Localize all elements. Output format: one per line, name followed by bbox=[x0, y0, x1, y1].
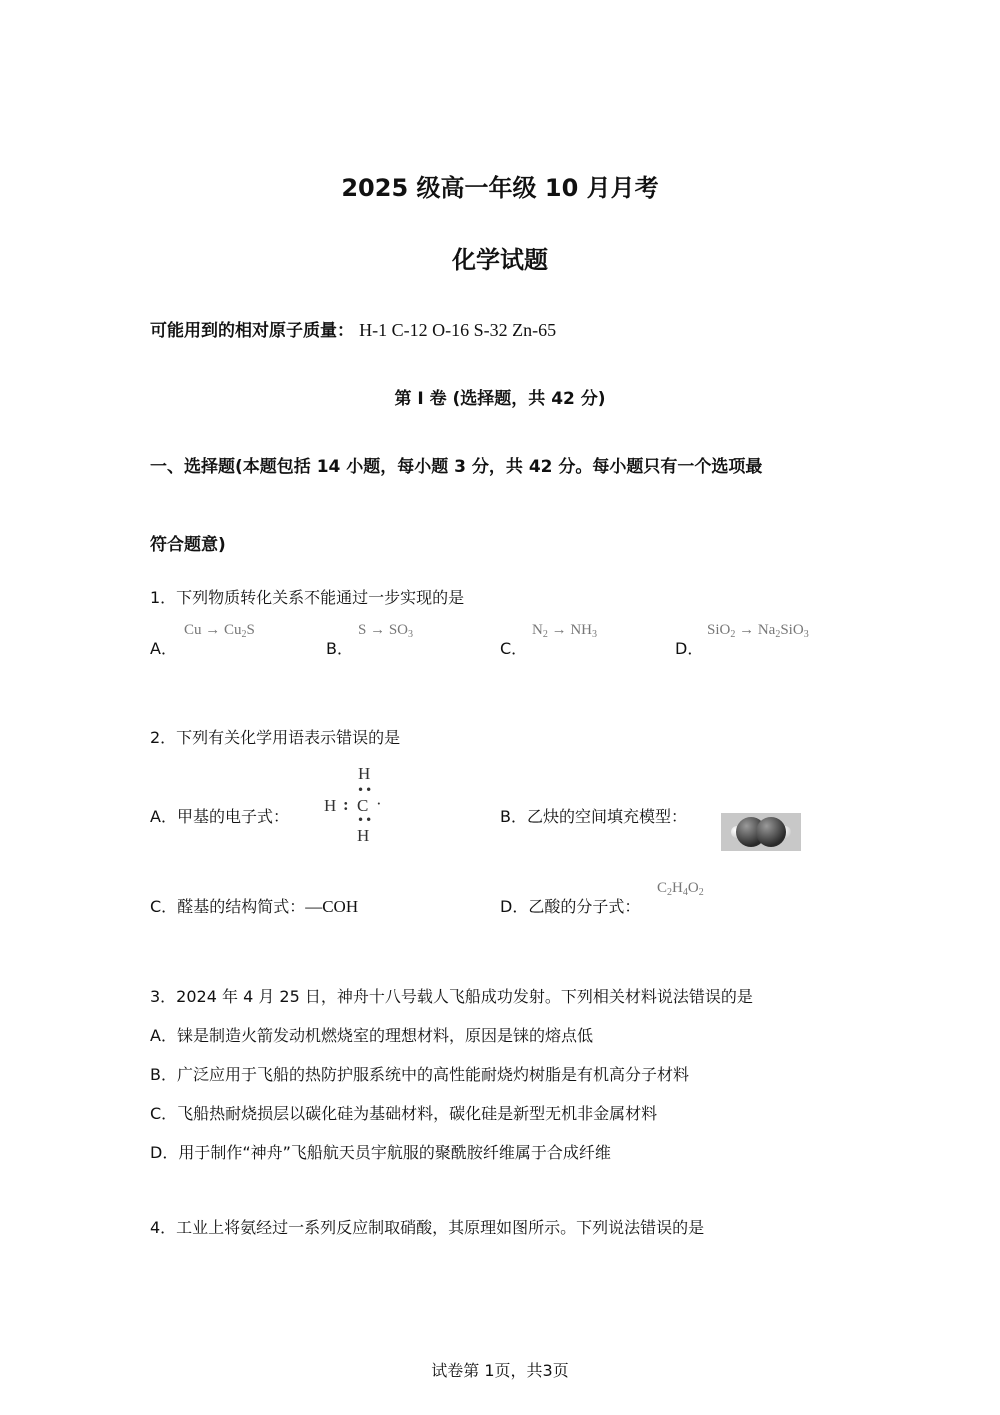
ef-top-dots: •• bbox=[357, 783, 374, 797]
atomic-masses bbox=[150, 316, 556, 341]
question-2-option-d: D．乙酸的分子式： bbox=[500, 897, 641, 916]
ef-top-h: H bbox=[358, 764, 371, 783]
ef-colon: : bbox=[343, 795, 349, 814]
exam-title: 2025 级高一年级 10 月月考 bbox=[341, 174, 659, 202]
atomic-masses-values: H-1 C-12 O-16 S-32 Zn-65 bbox=[359, 320, 557, 340]
question-4-stem: 4．工业上将氨经过一系列反应制取硝酸，其原理如图所示。下列说法错误的是 bbox=[150, 1218, 705, 1237]
question-1-option-a bbox=[150, 622, 255, 658]
methyl-electron-formula bbox=[322, 762, 392, 852]
question-3-option-d: D．用于制作“神舟”飞船航天员宇航服的聚酰胺纤维属于合成纤维 bbox=[150, 1143, 611, 1162]
question-3-option-c: C．飞船热耐烧损层以碳化硅为基础材料，碳化硅是新型无机非金属材料 bbox=[150, 1104, 658, 1123]
question-3-option-b: B．广泛应用于飞船的热防护服系统中的高性能耐烧灼树脂是有机高分子材料 bbox=[150, 1065, 689, 1084]
question-2-option-a: A．甲基的电子式： bbox=[150, 807, 289, 826]
option-letter: D． bbox=[675, 639, 704, 658]
question-2-option-b: B．乙炔的空间填充模型： bbox=[500, 807, 687, 826]
option-letter: C． bbox=[500, 639, 528, 658]
question-3-stem: 3．2024 年 4 月 25 日，神舟十八号载人飞船成功发射。下列相关材料说法错误的是 bbox=[150, 987, 753, 1006]
volume-title: 第 Ⅰ 卷 (选择题，共 42 分) bbox=[394, 389, 606, 409]
option-formula: $N_2 \to NH_3$ bbox=[532, 622, 598, 640]
question-1-stem: 1．下列物质转化关系不能通过一步实现的是 bbox=[150, 588, 465, 607]
page-footer: 试卷第 1页，共3页 bbox=[431, 1361, 569, 1380]
option-formula: $SiO_2 \to Na_2SiO_3$ bbox=[707, 622, 809, 640]
option-letter: A． bbox=[150, 639, 177, 658]
question-3-option-a: A．铼是制造火箭发动机燃烧室的理想材料，原因是铼的熔点低 bbox=[150, 1026, 593, 1045]
acetylene-model-image bbox=[721, 813, 801, 851]
ef-right-dot: · bbox=[376, 794, 382, 813]
atomic-masses-label: 可能用到的相对原子质量： bbox=[150, 321, 354, 341]
question-1-option-c bbox=[500, 622, 598, 658]
question-1-option-b bbox=[326, 622, 414, 658]
ef-bottom-h: H bbox=[357, 826, 370, 845]
section-heading-line1: 一、选择题(本题包括 14 小题，每小题 3 分，共 42 分。每小题只有一个选项最 bbox=[150, 457, 763, 477]
section-heading-line2: 符合题意) bbox=[150, 535, 226, 555]
question-2-option-c: C．醛基的结构简式：—COH bbox=[150, 897, 359, 916]
acetic-acid-formula: $C_2H_4O_2$ bbox=[657, 880, 704, 898]
subject-title: 化学试题 bbox=[452, 246, 548, 274]
option-letter: B． bbox=[326, 639, 353, 658]
question-2-stem: 2．下列有关化学用语表示错误的是 bbox=[150, 728, 401, 747]
ef-left-h: H bbox=[324, 796, 337, 815]
question-1-option-d bbox=[675, 622, 809, 658]
option-formula: $S \to SO_3$ bbox=[358, 622, 414, 640]
ef-bottom-dots: •• bbox=[357, 813, 374, 827]
ef-center-c: C bbox=[357, 796, 369, 815]
option-formula: $Cu \to Cu_2S$ bbox=[184, 622, 255, 640]
